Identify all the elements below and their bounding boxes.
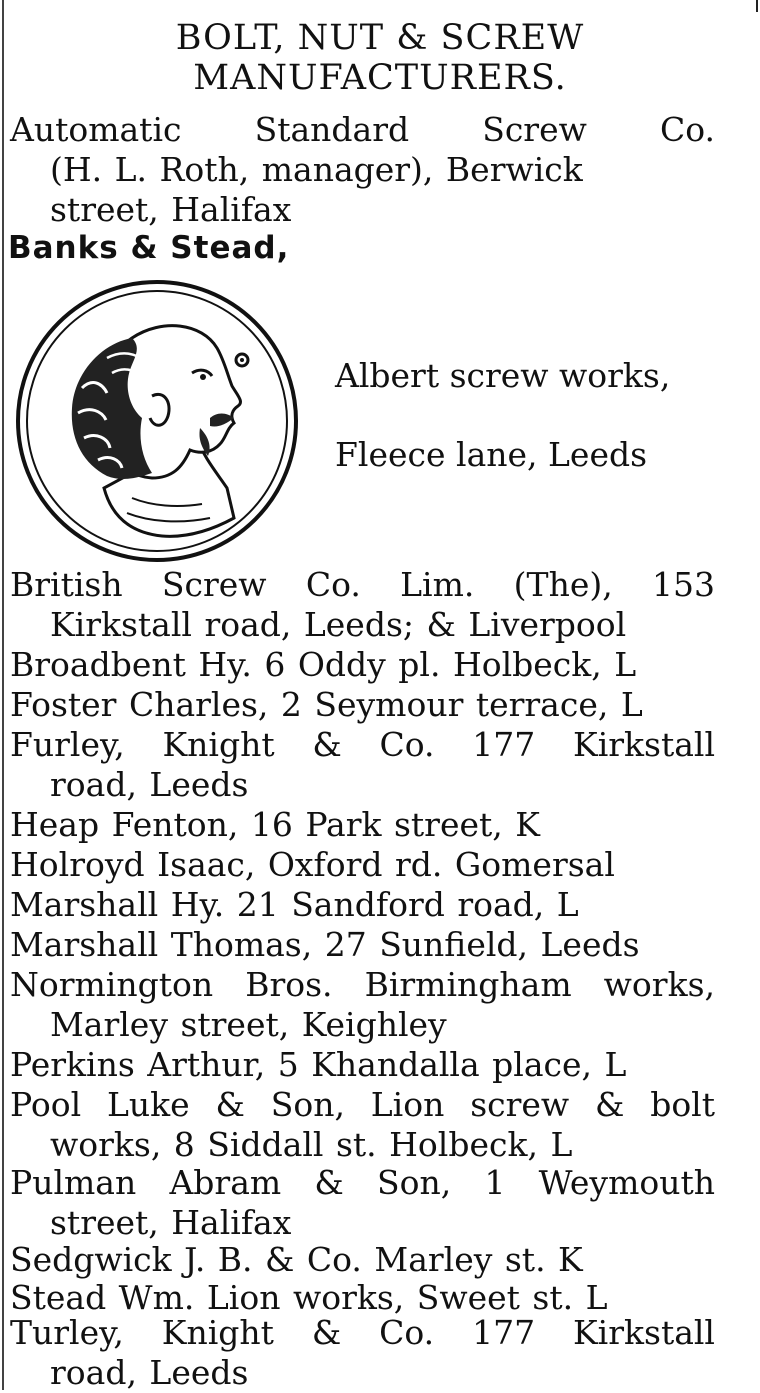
entry-line: Turley, Knight & Co. 177 Kirkstall bbox=[10, 1313, 715, 1352]
directory-entry bbox=[10, 845, 715, 885]
entry-continuation: street, Halifax bbox=[50, 190, 292, 229]
advert-address: Fleece lane, Leeds bbox=[335, 435, 648, 474]
entry-line: Pool Luke & Son, Lion screw & bolt bbox=[10, 1085, 715, 1124]
directory-entry bbox=[10, 885, 715, 925]
directory-entry bbox=[10, 965, 715, 1045]
entry-line: Heap Fenton, 16 Park street, K bbox=[10, 805, 540, 844]
directory-entry bbox=[10, 1085, 715, 1165]
entry-line: Marshall Thomas, 27 Sunfield, Leeds bbox=[10, 925, 640, 964]
left-column-rule bbox=[2, 0, 4, 1390]
entry-line: Foster Charles, 2 Seymour terrace, L bbox=[10, 685, 643, 724]
directory-entry bbox=[10, 1313, 715, 1393]
directory-entry bbox=[10, 645, 715, 685]
directory-entry bbox=[10, 1163, 715, 1243]
entry-line: Perkins Arthur, 5 Khandalla place, L bbox=[10, 1045, 627, 1084]
directory-entry bbox=[10, 1278, 715, 1318]
right-column-rule bbox=[756, 0, 758, 12]
entry-line: Holroyd Isaac, Oxford rd. Gomersal bbox=[10, 845, 615, 884]
entry-continuation: (H. L. Roth, manager), Berwick bbox=[50, 150, 583, 189]
entry-continuation: road, Leeds bbox=[50, 765, 249, 804]
directory-entry bbox=[10, 1045, 715, 1085]
section-heading-line-2: MANUFACTURERS. bbox=[193, 58, 567, 98]
advert-works-name: Albert screw works, bbox=[335, 356, 671, 395]
directory-entry bbox=[10, 110, 715, 230]
entry-continuation: road, Leeds bbox=[50, 1353, 249, 1392]
entry-continuation: Marley street, Keighley bbox=[50, 1005, 447, 1044]
section-heading-line-1: BOLT, NUT & SCREW bbox=[175, 18, 585, 58]
entry-line: Automatic Standard Screw Co. bbox=[10, 110, 715, 149]
entry-continuation: Kirkstall road, Leeds; & Liverpool bbox=[50, 605, 627, 644]
entry-continuation: works, 8 Siddall st. Holbeck, L bbox=[50, 1125, 573, 1164]
directory-entry bbox=[10, 725, 715, 805]
entry-line: Marshall Hy. 21 Sandford road, L bbox=[10, 885, 579, 924]
directory-entry bbox=[10, 565, 715, 645]
directory-entry bbox=[10, 805, 715, 845]
directory-entry bbox=[10, 685, 715, 725]
entry-continuation: street, Halifax bbox=[50, 1203, 292, 1242]
entry-line: Furley, Knight & Co. 177 Kirkstall bbox=[10, 725, 715, 764]
entry-line: Stead Wm. Lion works, Sweet st. L bbox=[10, 1278, 608, 1317]
entry-line: Pulman Abram & Son, 1 Weymouth bbox=[10, 1163, 715, 1202]
entry-line: Normington Bros. Birmingham works, bbox=[10, 965, 715, 1004]
entry-line: Sedgwick J. B. & Co. Marley st. K bbox=[10, 1240, 583, 1279]
advert-business-name: Banks & Stead, bbox=[8, 230, 290, 266]
directory-entry bbox=[10, 1240, 715, 1280]
directory-entry bbox=[10, 925, 715, 965]
profile-portrait-medallion-icon bbox=[12, 278, 302, 564]
entry-line: British Screw Co. Lim. (The), 153 bbox=[10, 565, 715, 604]
entry-line: Broadbent Hy. 6 Oddy pl. Holbeck, L bbox=[10, 645, 637, 684]
